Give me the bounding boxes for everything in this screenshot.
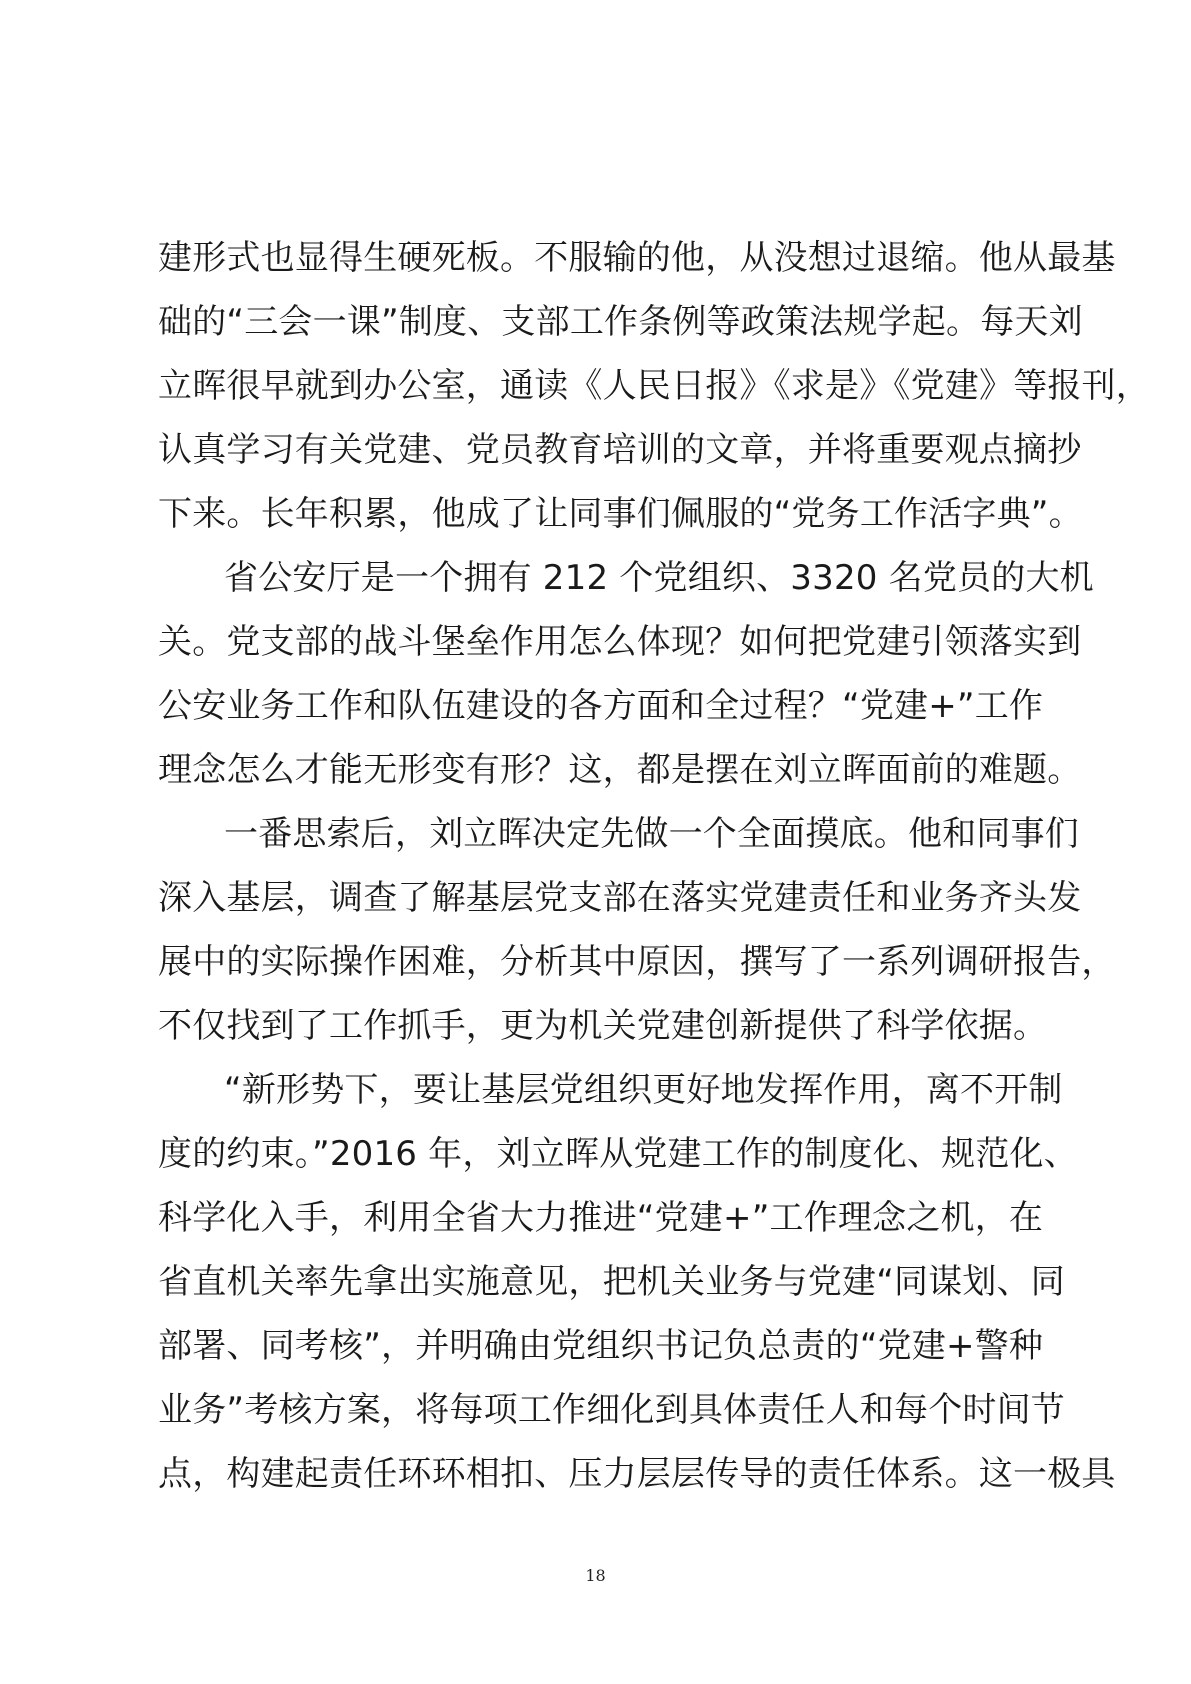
text-line: 深入基层，调查了解基层党支部在落实党建责任和业务齐头发 (158, 878, 1082, 918)
text-line: “新形势下，要让基层党组织更好地发挥作用，离不开制 (224, 1070, 1063, 1110)
text-line: 础的“三会一课”制度、支部工作条例等政策法规学起。每天刘 (158, 302, 1083, 342)
text-line: 立晖很早就到办公室，通读《人民日报》《求是》《党建》等报刊， (158, 366, 1150, 406)
text-line: 部署、同考核”，并明确由党组织书记负总责的“党建+警种 (158, 1326, 1044, 1366)
text-line: 一番思索后，刘立晖决定先做一个全面摸底。他和同事们 (224, 814, 1079, 854)
text-line: 科学化入手，利用全省大力推进“党建+”工作理念之机，在 (158, 1198, 1044, 1238)
text-line: 公安业务工作和队伍建设的各方面和全过程？“党建+”工作 (158, 686, 1044, 726)
text-line: 省直机关率先拿出实施意见，把机关业务与党建“同谋划、同 (158, 1262, 1066, 1302)
text-line: 理念怎么才能无形变有形？这，都是摆在刘立晖面前的难题。 (158, 750, 1082, 790)
text-line: 业务”考核方案，将每项工作细化到具体责任人和每个时间节 (158, 1390, 1066, 1430)
page-number: 18 (585, 1566, 606, 1585)
body-text (158, 226, 1150, 1506)
text-line: 下来。长年积累，他成了让同事们佩服的“党务工作活字典”。 (158, 494, 1083, 534)
text-line: 省公安厅是一个拥有 212 个党组织、3320 名党员的大机 (224, 558, 1094, 598)
text-line: 认真学习有关党建、党员教育培训的文章，并将重要观点摘抄 (158, 430, 1082, 470)
text-line: 展中的实际操作困难，分析其中原因，撰写了一系列调研报告， (158, 942, 1116, 982)
text-line: 度的约束。”2016 年，刘立晖从党建工作的制度化、规范化、 (158, 1134, 1078, 1174)
text-line: 关。党支部的战斗堡垒作用怎么体现？如何把党建引领落实到 (158, 622, 1082, 662)
text-line: 点，构建起责任环环相扣、压力层层传导的责任体系。这一极具 (158, 1454, 1116, 1494)
text-line: 不仅找到了工作抓手，更为机关党建创新提供了科学依据。 (158, 1006, 1048, 1046)
text-line: 建形式也显得生硬死板。不服输的他，从没想过退缩。他从最基 (158, 238, 1116, 278)
